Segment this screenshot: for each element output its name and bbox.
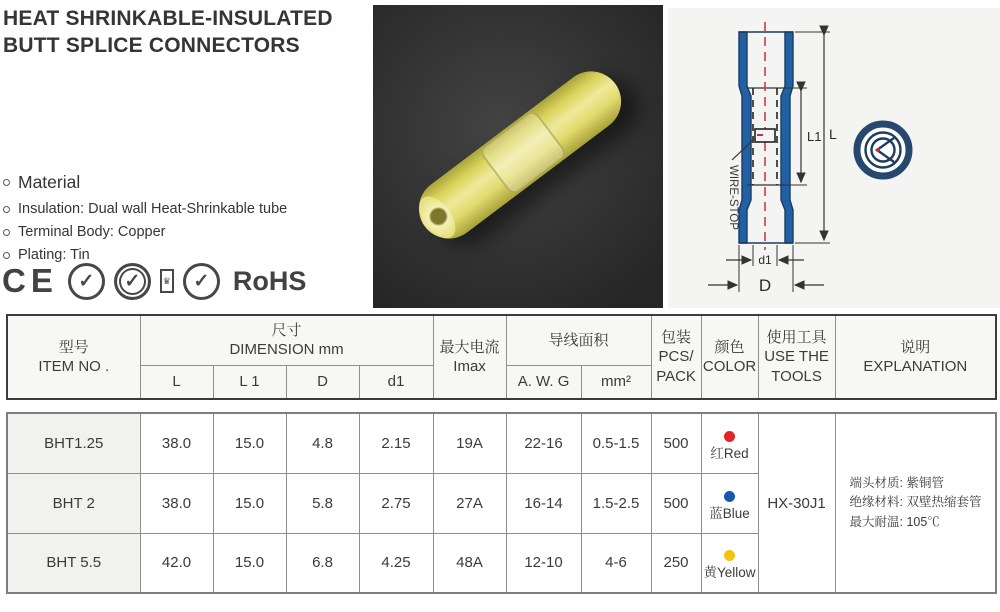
- col-header-tools: [758, 315, 835, 399]
- tools-en2: TOOLS: [771, 367, 822, 385]
- cell-item-no: BHT 5.5: [7, 533, 140, 593]
- col-header-dimension: [140, 315, 433, 365]
- cell-awg: 12-10: [506, 533, 581, 593]
- crown-cert-icon: ♛: [160, 269, 174, 293]
- cell-item-no: BHT 2: [7, 473, 140, 533]
- cell-awg: 16-14: [506, 473, 581, 533]
- page-title-line1: HEAT SHRINKABLE-INSULATED: [3, 7, 333, 30]
- page-title-line2: BUTT SPLICE CONNECTORS: [3, 33, 300, 57]
- cell-pack: 500: [651, 473, 701, 533]
- butt-splice-connector-image: [407, 59, 633, 250]
- cell-explanation: [835, 413, 996, 593]
- certification-logos: [2, 258, 306, 304]
- imax-zh: 最大电流: [439, 338, 500, 356]
- col-header-imax: [433, 315, 506, 399]
- bullet-icon: [3, 179, 10, 186]
- spec-table-body: [6, 412, 997, 594]
- wire-stop-label: WIRE-STOP: [727, 165, 739, 230]
- col-subheader-l: L: [140, 365, 213, 399]
- tools-zh: 使用工具: [766, 328, 827, 346]
- explanation-zh: 说明: [900, 338, 931, 356]
- cell-mm2: 0.5-1.5: [581, 413, 651, 473]
- page-title: [3, 6, 333, 60]
- tube-left-wall: [739, 32, 751, 243]
- cell-imax: 27A: [433, 473, 506, 533]
- cell-l1: 15.0: [213, 533, 286, 593]
- material-item-label: Plating: Tin: [18, 247, 90, 263]
- cell-color: [701, 533, 758, 593]
- wire-area-zh: 导线面积: [548, 331, 609, 349]
- color-zh: 颜色: [714, 338, 745, 356]
- col-subheader-l1: L 1: [213, 365, 286, 399]
- col-subheader-mm2: mm²: [581, 365, 651, 399]
- material-heading-item: [3, 172, 287, 193]
- color-label: 蓝Blue: [709, 505, 750, 521]
- color-label: 黄Yellow: [703, 565, 756, 581]
- d-label: D: [758, 276, 772, 295]
- cell-item-no: BHT1.25: [7, 413, 140, 473]
- cell-l: 42.0: [140, 533, 213, 593]
- table-row-bht125: [7, 413, 996, 473]
- pack-en1: PCS/: [658, 348, 694, 366]
- cell-mm2: 4-6: [581, 533, 651, 593]
- l-label: L: [829, 126, 837, 142]
- col-header-item-no: [7, 315, 140, 399]
- item-no-en: ITEM NO .: [38, 358, 110, 375]
- col-header-wire-area: [506, 315, 651, 365]
- rohs-label: RoHS: [232, 265, 307, 296]
- cell-d: 4.8: [286, 413, 359, 473]
- d1-label: d1: [758, 253, 772, 267]
- material-item-terminal-body: [3, 224, 287, 240]
- pack-en2: PACK: [656, 367, 696, 385]
- bullet-icon: [3, 206, 10, 213]
- explanation-line: 绝缘材料: 双壁热缩套管: [849, 495, 982, 510]
- col-subheader-d1: d1: [359, 365, 433, 399]
- product-photo: [373, 5, 663, 308]
- col-header-color: [701, 315, 758, 399]
- bullet-icon: [3, 229, 10, 236]
- color-dot: [724, 431, 735, 442]
- material-item-insulation: [3, 201, 287, 217]
- cert-seal-badge-icon: ✓: [114, 263, 151, 300]
- cell-imax: 48A: [433, 533, 506, 593]
- cell-pack: 500: [651, 413, 701, 473]
- cell-color: [701, 473, 758, 533]
- cert-check-badge-icon: ✓: [68, 263, 105, 300]
- cell-tools: HX-30J1: [758, 413, 835, 593]
- cell-l: 38.0: [140, 473, 213, 533]
- dimension-en: DIMENSION mm: [229, 341, 344, 359]
- cell-d1: 2.75: [359, 473, 433, 533]
- ce-mark-icon: CE: [2, 262, 58, 299]
- cell-imax: 19A: [433, 413, 506, 473]
- item-no-zh: 型号: [58, 338, 89, 356]
- col-subheader-d: D: [286, 365, 359, 399]
- explanation-line: 端头材质: 紫铜管: [849, 475, 944, 490]
- cell-mm2: 1.5-2.5: [581, 473, 651, 533]
- cell-d: 6.8: [286, 533, 359, 593]
- tube-right-wall: [781, 32, 793, 243]
- color-en: COLOR: [702, 358, 757, 375]
- explanation-en: EXPLANATION: [863, 358, 968, 375]
- color-dot: [724, 491, 735, 502]
- material-list: [3, 172, 287, 270]
- explanation-line: 最大耐温: 105℃: [849, 514, 940, 529]
- cell-awg: 22-16: [506, 413, 581, 473]
- cell-d1: 2.15: [359, 413, 433, 473]
- color-label: 红Red: [710, 445, 749, 461]
- cell-d: 5.8: [286, 473, 359, 533]
- pack-zh: 包装: [661, 328, 692, 346]
- cell-color: [701, 413, 758, 473]
- material-heading: Material: [18, 172, 81, 192]
- cell-d1: 4.25: [359, 533, 433, 593]
- cell-pack: 250: [651, 533, 701, 593]
- l1-label: L1: [807, 129, 822, 144]
- dimension-zh: 尺寸: [271, 321, 302, 339]
- col-subheader-awg: A. W. G: [506, 365, 581, 399]
- imax-en: Imax: [453, 358, 486, 375]
- cell-l1: 15.0: [213, 413, 286, 473]
- dimension-diagram-svg: [668, 8, 1000, 308]
- end-view-center-dot: [876, 148, 880, 152]
- cell-l1: 15.0: [213, 473, 286, 533]
- spec-table-header: [6, 314, 997, 400]
- color-dot: [724, 550, 735, 561]
- tools-en1: USE THE: [764, 348, 829, 366]
- col-header-explanation: [835, 315, 996, 399]
- material-item-label: Terminal Body: Copper: [18, 224, 166, 240]
- cert-sgs-badge-icon: ✓: [183, 263, 220, 300]
- dimension-diagram: [668, 8, 1000, 308]
- cell-l: 38.0: [140, 413, 213, 473]
- col-header-pack: [651, 315, 701, 399]
- material-item-label: Insulation: Dual wall Heat-Shrinkable tube: [18, 201, 288, 217]
